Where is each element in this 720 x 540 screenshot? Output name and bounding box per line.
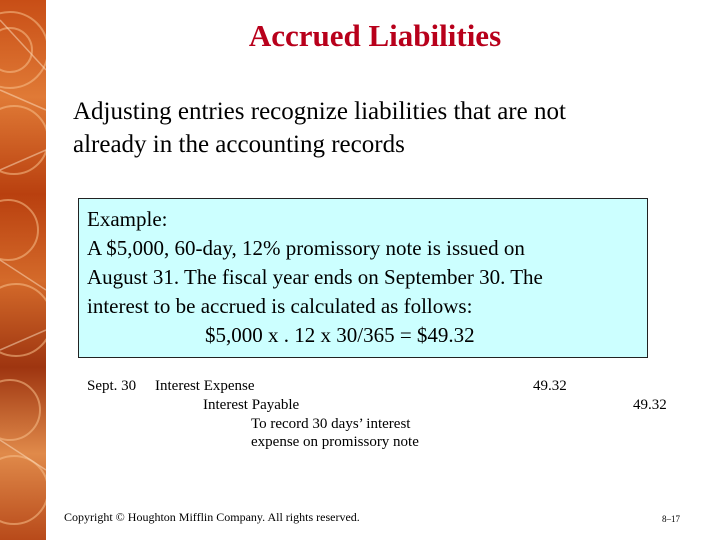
example-box bbox=[78, 198, 648, 358]
debit-amount: 49.32 bbox=[533, 378, 567, 394]
journal-entry bbox=[0, 378, 720, 458]
journal-memo: To record 30 days’ interest bbox=[251, 416, 411, 432]
example-line: interest to be accrued is calculated as follows: bbox=[87, 294, 473, 318]
decorative-side-image bbox=[0, 0, 46, 540]
example-line: A $5,000, 60-day, 12% promissory note is issued on bbox=[87, 236, 525, 260]
slide-title: Accrued Liabilities bbox=[248, 18, 502, 53]
page-number: 8–17 bbox=[662, 514, 680, 524]
debit-account: Interest Expense bbox=[155, 378, 255, 394]
example-line: August 31. The fiscal year ends on September 30. The bbox=[87, 265, 543, 289]
intro-line: already in the accounting records bbox=[73, 131, 405, 158]
journal-memo: expense on promissory note bbox=[251, 434, 419, 450]
example-heading: Example: bbox=[87, 207, 168, 231]
copyright-notice: Copyright © Houghton Mifflin Company. All rights reserved. bbox=[64, 510, 360, 524]
intro-text bbox=[73, 95, 673, 161]
journal-date: Sept. 30 bbox=[87, 378, 137, 394]
interest-calculation: $5,000 x . 12 x 30/365 = $49.32 bbox=[205, 323, 475, 347]
turbine-art-graphic bbox=[0, 0, 46, 540]
credit-account: Interest Payable bbox=[203, 397, 300, 413]
intro-line: Adjusting entries recognize liabilities that are not bbox=[73, 98, 566, 125]
credit-amount: 49.32 bbox=[633, 397, 667, 413]
